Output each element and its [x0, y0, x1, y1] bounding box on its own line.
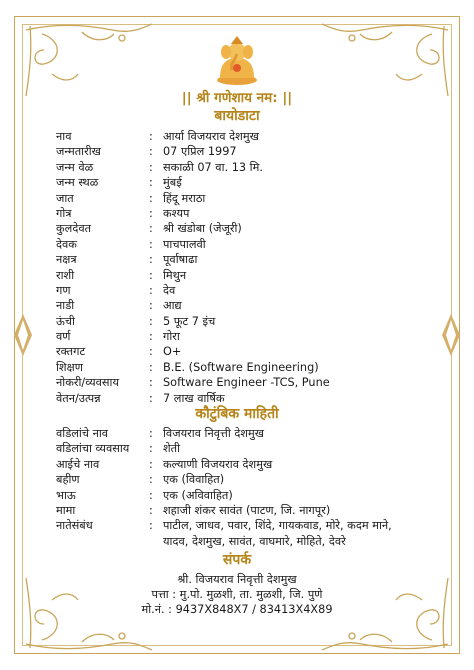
row-label: वडिलांचा व्यवसाय: [56, 442, 130, 456]
biodata-row: [56, 175, 330, 190]
biodata-row: [56, 360, 330, 375]
family-row: [56, 503, 403, 518]
biodata-row: [56, 221, 330, 236]
row-label: कुलदेवत: [56, 222, 92, 236]
family-list: [56, 426, 403, 549]
biodata-row: [56, 268, 330, 283]
row-colon: :: [149, 314, 153, 328]
row-label: गण: [56, 283, 71, 297]
row-colon: :: [149, 427, 153, 440]
row-label: वडिलांचे नाव: [56, 427, 109, 440]
family-row: [56, 488, 403, 503]
row-value: पूर्वाषाढा: [163, 253, 198, 267]
row-value: आद्य: [163, 299, 182, 313]
row-label: रक्तगट: [56, 345, 86, 359]
row-value: आर्या विजयराव देशमुख: [163, 130, 259, 143]
biodata-row: [56, 206, 330, 221]
family-row: [56, 457, 403, 472]
row-colon: :: [149, 130, 153, 143]
row-colon: :: [149, 268, 153, 282]
biodata-row: [56, 129, 330, 144]
row-label: गोत्र: [56, 206, 72, 220]
row-value: कल्याणी विजयराव देशमुख: [163, 457, 273, 471]
row-value: मिथुन: [163, 268, 187, 282]
row-value: श्री खंडोबा (जेजूरी): [163, 222, 242, 236]
row-colon: :: [149, 442, 153, 456]
row-value: गोरा: [163, 330, 180, 344]
row-label: ऊंची: [56, 314, 75, 328]
family-heading: कौटुंबिक माहिती: [195, 406, 279, 422]
biodata-row: [56, 237, 330, 252]
biodata-row: [56, 144, 330, 159]
row-value: 07 एप्रिल 1997: [163, 145, 237, 159]
row-label: वेतन/उत्पन्न: [56, 391, 101, 405]
row-value: शहाजी शंकर सावंत (पाटण, जि. नागपूर): [163, 503, 331, 517]
row-value: हिंदू मराठा: [163, 191, 206, 205]
row-label: देवक: [56, 237, 77, 251]
biodata-row: [56, 344, 330, 359]
biodata-row: [56, 283, 330, 298]
row-label: नाव: [56, 130, 72, 143]
biodata-row: [56, 329, 330, 344]
biodata-row: [56, 375, 330, 390]
row-label: शिक्षण: [56, 360, 83, 374]
contact-block: [0, 572, 474, 617]
row-label: वर्ण: [56, 330, 71, 344]
row-colon: :: [149, 330, 153, 344]
contact-address: पत्ता : मु.पो. मुळशी, ता. मुळशी, जि. पुणे: [151, 588, 323, 601]
row-label: जात: [56, 191, 74, 205]
biodata-list: [56, 129, 330, 406]
row-colon: :: [149, 206, 153, 220]
row-value: पाटील, जाधव, पवार, शिंदे, गायकवाड, मोरे, कदम माने, यादव, देशमुख, सावंत, वाघमारे, मोहिते, देवरे: [163, 519, 392, 548]
row-label: मामा: [56, 503, 76, 517]
row-colon: :: [149, 191, 153, 205]
row-colon: :: [149, 503, 153, 517]
side-diamond-icon: [10, 312, 36, 358]
row-value: 7 लाख वार्षिक: [163, 391, 225, 405]
row-value: एक (विवाहित): [163, 473, 225, 487]
row-colon: :: [149, 253, 153, 267]
biodata-row: [56, 298, 330, 313]
biodata-row: [56, 191, 330, 206]
row-label: जन्म वेळ: [56, 160, 94, 174]
row-colon: :: [149, 222, 153, 236]
row-value: O+: [163, 345, 182, 359]
row-label: नक्षत्र: [56, 253, 77, 267]
row-colon: :: [149, 237, 153, 251]
row-value: पाचपालवी: [163, 237, 206, 251]
row-value: शेती: [163, 442, 181, 456]
family-row: [56, 441, 403, 456]
biodata-row: [56, 314, 330, 329]
row-label: आईचे नाव: [56, 457, 100, 471]
row-colon: :: [149, 376, 153, 390]
row-colon: :: [149, 473, 153, 487]
row-colon: :: [149, 391, 153, 405]
ganesha-icon: [212, 34, 262, 86]
row-value: विजयराव निवृत्ती देशमुख: [163, 427, 265, 440]
row-label: नाडी: [56, 299, 75, 313]
row-value: देव: [163, 283, 176, 297]
row-value: कश्यप: [163, 206, 190, 220]
row-value: Software Engineer -TCS, Pune: [163, 376, 330, 390]
biodata-row: [56, 252, 330, 267]
row-colon: :: [149, 160, 153, 174]
shloka-heading: || श्री गणेशाय नम: ||: [181, 90, 293, 106]
row-value: एक (अविवाहित): [163, 488, 233, 502]
row-colon: :: [149, 457, 153, 471]
row-colon: :: [149, 145, 153, 159]
row-colon: :: [149, 283, 153, 297]
row-label: भाऊ: [56, 488, 76, 502]
row-colon: :: [149, 299, 153, 313]
row-value: सकाळी 07 वा. 13 मि.: [163, 160, 263, 174]
page-title: बायोडाटा: [214, 108, 260, 124]
contact-phone: मो.नं. : 9437X848X7 / 83413X4X89: [141, 603, 333, 616]
row-colon: :: [149, 519, 153, 533]
row-colon: :: [149, 488, 153, 502]
row-value: 5 फूट 7 इंच: [163, 314, 216, 328]
row-colon: :: [149, 360, 153, 374]
row-label: नोकरी/व्यवसाय: [56, 376, 120, 390]
row-label: राशी: [56, 268, 75, 282]
family-row: [56, 518, 403, 549]
family-row: [56, 426, 403, 441]
contact-name: श्री. विजयराव निवृत्ती देशमुख: [177, 573, 297, 586]
row-label: जन्म स्थळ: [56, 176, 99, 190]
row-colon: :: [149, 345, 153, 359]
row-value: B.E. (Software Engineering): [163, 360, 319, 374]
row-colon: :: [149, 176, 153, 190]
row-label: जन्मतारीख: [56, 145, 101, 159]
side-diamond-icon: [438, 312, 464, 358]
family-row: [56, 472, 403, 487]
row-label: बहीण: [56, 473, 80, 487]
row-label: नातेसंबंध: [56, 519, 93, 533]
contact-heading: संपर्क: [222, 552, 252, 568]
biodata-row: [56, 160, 330, 175]
row-value: मुंबई: [163, 176, 182, 190]
